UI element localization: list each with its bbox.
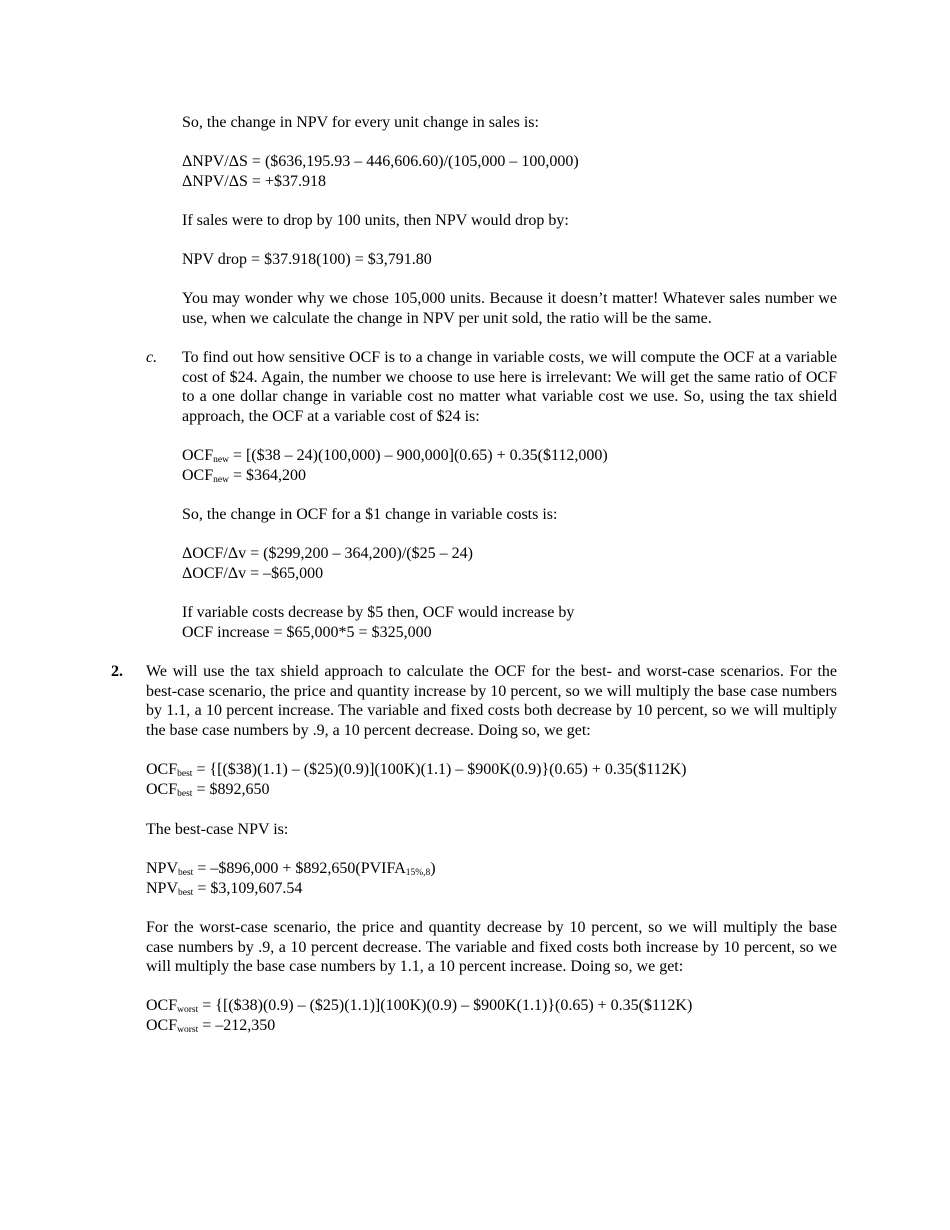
npv-best-formula bbox=[146, 859, 837, 898]
formula-body: = –$896,000 + $892,650(PVIFA bbox=[193, 860, 406, 877]
formula-line bbox=[146, 879, 837, 899]
ocf-delta-formula bbox=[182, 544, 837, 583]
formula-line: ΔNPV/ΔS = ($636,195.93 – 446,606.60)/(105,000 – 100,000) bbox=[182, 153, 579, 170]
formula-body: = [($38 – 24)(100,000) – 900,000](0.65) + 0.35($112,000) bbox=[228, 447, 608, 464]
problem-2-intro: We will use the tax shield approach to calculate the OCF for the best- and worst-case scenarios. For the best-case scenario, the price and quantity increase by 10 percent, so we will multiply the base case numbers by 1.1, a 10 percent increase. The variable and fixed costs both decrease by 10 percent, so we will multiply the base case numbers by .9, a 10 percent decrease. Doing so, we get: bbox=[146, 663, 837, 739]
npv-drop-formula bbox=[182, 250, 837, 270]
formula-line bbox=[182, 446, 837, 466]
subscript-worst: worst bbox=[177, 1005, 199, 1015]
formula-line: ΔOCF/Δv = –$65,000 bbox=[182, 564, 324, 582]
ocf-label: OCF bbox=[146, 761, 178, 778]
ocf-worst-formula bbox=[146, 996, 837, 1035]
formula-line bbox=[146, 859, 837, 879]
subscript-pvifa: 15%,8 bbox=[405, 868, 431, 878]
problem-2-number: 2. bbox=[111, 663, 123, 680]
part-c-marker: c. bbox=[146, 349, 158, 366]
formula-body: = $3,109,607.54 bbox=[193, 879, 303, 897]
best-npv-intro bbox=[146, 820, 837, 840]
sales-drop-text bbox=[182, 211, 837, 231]
formula-line bbox=[146, 1016, 837, 1036]
subscript-worst: worst bbox=[177, 1024, 199, 1035]
npv-label: NPV bbox=[146, 879, 179, 897]
formula-line bbox=[146, 996, 837, 1016]
formula-body: ) bbox=[430, 860, 436, 877]
formula-line: ΔOCF/Δv = ($299,200 – 364,200)/($25 – 24) bbox=[182, 545, 473, 562]
subscript-best: best bbox=[177, 788, 193, 799]
paragraph-text: So, the change in OCF for a $1 change in variable costs is: bbox=[182, 506, 558, 523]
ocf-new-formula bbox=[182, 446, 837, 485]
subscript-new: new bbox=[213, 474, 229, 485]
ocf-label: OCF bbox=[146, 780, 178, 798]
formula-body: = $364,200 bbox=[228, 466, 306, 484]
formula-body: = {[($38)(1.1) – ($25)(0.9)](100K)(1.1) – $900K(0.9)}(0.65) + 0.35($112K) bbox=[192, 761, 687, 778]
formula-line bbox=[146, 760, 837, 780]
paragraph-text: The best-case NPV is: bbox=[146, 821, 289, 838]
ocf-best-formula bbox=[146, 760, 837, 799]
formula-line bbox=[182, 466, 837, 486]
npv-delta-formula bbox=[182, 152, 837, 191]
paragraph-text: If sales were to drop by 100 units, then NPV would drop by: bbox=[182, 212, 569, 229]
paragraph-text: So, the change in NPV for every unit change in sales is: bbox=[182, 114, 539, 131]
part-b-intro bbox=[182, 113, 837, 133]
ocf-label: OCF bbox=[146, 997, 178, 1014]
ocf-label: OCF bbox=[182, 447, 214, 464]
formula-line: NPV drop = $37.918(100) = $3,791.80 bbox=[182, 251, 432, 268]
ocf-change-text bbox=[182, 505, 837, 525]
paragraph-text: If variable costs decrease by $5 then, OCF would increase by bbox=[182, 604, 575, 621]
npv-label: NPV bbox=[146, 860, 179, 877]
formula-body: = {[($38)(0.9) – ($25)(1.1)](100K)(0.9) – $900K(1.1)}(0.65) + 0.35($112K) bbox=[198, 997, 693, 1014]
part-c-intro: To find out how sensitive OCF is to a change in variable costs, we will compute the OCF at a variable cost of $24. Again, the number we choose to use here is irrelevant: We will get the same ratio of OCF to a one dollar change in variable cost no matter what variable cost we use. So, using the tax shield approach, the OCF at a variable cost of $24 is: bbox=[182, 349, 837, 425]
subscript-new: new bbox=[213, 455, 229, 465]
worst-case-intro: For the worst-case scenario, the price and quantity decrease by 10 percent, so we will multiply the base case numbers by .9, a 10 percent decrease. The variable and fixed costs both increase by 10 percent, so we will multiply the base case numbers by 1.1, a 10 percent increase. Doing so, we get: bbox=[146, 919, 837, 976]
formula-body: = –212,350 bbox=[198, 1016, 276, 1034]
subscript-best: best bbox=[178, 887, 194, 898]
formula-line bbox=[146, 780, 837, 800]
formula-line: OCF increase = $65,000*5 = $325,000 bbox=[182, 623, 432, 641]
variable-cost-decrease bbox=[182, 603, 837, 642]
ocf-label: OCF bbox=[182, 466, 214, 484]
formula-line: ΔNPV/ΔS = +$37.918 bbox=[182, 172, 326, 190]
formula-body: = $892,650 bbox=[192, 780, 270, 798]
wonder-paragraph: You may wonder why we chose 105,000 units. Because it doesn’t matter! Whatever sales number we use, when we calculate the change in NPV per unit sold, the ratio will be the same. bbox=[182, 290, 837, 327]
ocf-label: OCF bbox=[146, 1016, 178, 1034]
subscript-best: best bbox=[177, 769, 193, 779]
subscript-best: best bbox=[178, 868, 194, 878]
